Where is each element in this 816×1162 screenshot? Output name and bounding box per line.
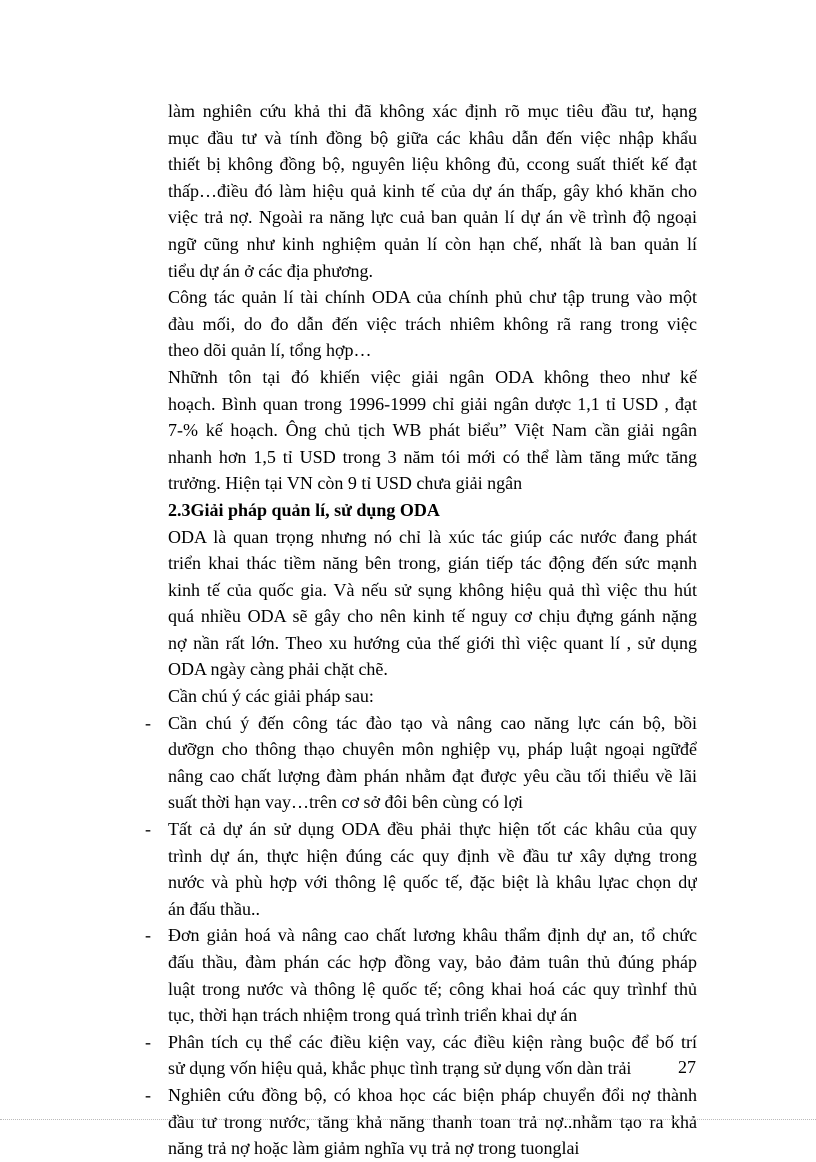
text-line: đàu mối, do đo dẫn đến việc trách nhiêm không rã rang trong việc <box>168 313 697 334</box>
text-line: Công tác quản lí tài chính ODA của chính phủ chư tập trung vào một <box>168 287 697 308</box>
text-line: thấp…điều đó làm hiệu quả kinh tế của dự án thấp, gây khó khăn cho <box>168 180 697 201</box>
text-line: kinh tế của quốc gia. Và nếu sử sụng không hiệu quả thì việc thu hút <box>168 579 697 600</box>
text-line: năng trả nợ hoặc làm giảm nghĩa vụ trả nợ trong tuonglai <box>168 1138 580 1159</box>
list-item <box>145 1029 697 1082</box>
text-line: quá nhiều ODA sẽ gây cho nên kinh tế nguy cơ chịu đựng gánh nặng <box>168 606 697 627</box>
text-line: ODA là quan trọng nhưng nó chỉ là xúc tác giúp các nước đang phát <box>168 526 697 547</box>
text-line: Cần chú ý đến công tác đào tạo và nâng cao năng lực cán bộ, bồi <box>168 712 697 733</box>
section-heading: 2.3Giải pháp quản lí, sử dụng ODA <box>168 499 440 520</box>
text-line: theo dõi quản lí, tổng hợp… <box>168 340 372 361</box>
text-line: trình dự án, thực hiện đúng các quy định về đầu tư xây dựng trong <box>168 845 697 866</box>
text-line: 7-% kế hoạch. Ông chủ tịch WB phát biểu” Việt Nam cần giải ngân <box>168 420 697 441</box>
text-line: nhanh hơn 1,5 tỉ USD trong 3 năm tói mới có thể làm tăng mức tăng <box>168 446 697 467</box>
page-bottom-divider <box>0 1119 816 1120</box>
paragraph-project-issues <box>168 98 697 284</box>
bullet-dash: - <box>145 1031 151 1052</box>
solutions-list <box>145 710 697 1162</box>
text-line: trưởng. Hiện tại VN còn 9 tỉ USD chưa giải ngân <box>168 473 523 494</box>
text-line: nâng cao chất lượng đàm phán nhằm đạt được yêu cầu tối thiểu về lãi <box>168 765 697 786</box>
text-line: đầu tư trong nước, tăng khả năng thanh toan trả nợ..nhằm tạo ra khả <box>168 1111 697 1132</box>
list-lead: Cần chú ý các giải pháp sau: <box>168 686 374 707</box>
bullet-dash: - <box>145 712 151 733</box>
text-line: suất thời hạn vay…trên cơ sở đôi bên cùng có lợi <box>168 792 523 813</box>
text-line: đấu thầu, đàm phán các hợp đồng vay, bảo đảm tuân thủ đúng pháp <box>168 952 697 972</box>
list-item <box>145 922 697 1028</box>
text-line: Tất cả dự án sử dụng ODA đều phải thực hiện tốt các khâu của quy <box>168 819 697 840</box>
list-item <box>145 816 697 922</box>
text-line: Phân tích cụ thể các điều kiện vay, các điều kiện ràng buộc để bố trí <box>168 1031 697 1052</box>
list-item <box>145 710 697 816</box>
text-line: tiểu dự án ở các địa phương. <box>168 260 373 281</box>
paragraph-intro <box>168 524 697 684</box>
text-line: Đơn giản hoá và nâng cao chất lương khâu thẩm định dự an, tổ chức <box>168 925 697 946</box>
text-line: án đấu thầu.. <box>168 898 260 919</box>
text-line: ngữ cũng như kinh nghiệm quản lí còn hạn chế, nhất là ban quản lí <box>168 233 697 254</box>
list-item <box>145 1082 697 1162</box>
text-line: ODA ngày càng phải chặt chẽ. <box>168 659 388 680</box>
text-line: triển khai thác tiềm năng bên trong, gián tiếp tác động đến sức mạnh <box>168 553 697 574</box>
page-number: 27 <box>678 1057 696 1077</box>
text-line: Nghiên cứu đồng bộ, có khoa học các biện pháp chuyển đổi nợ thành <box>168 1084 697 1105</box>
text-line: sử dụng vốn hiệu quả, khắc phục tình trạng sử dụng vốn dàn trải <box>168 1058 632 1079</box>
text-line: dưỡgn cho thông thạo chuyên môn nghiệp vụ, pháp luật ngoại ngữđể <box>168 739 697 760</box>
paragraph-disbursement <box>168 364 697 497</box>
bullet-dash: - <box>145 1084 151 1105</box>
text-line: nước và phù hợp với thông lệ quốc tế, đặc biệt là khâu lựac chọn dự <box>168 872 697 893</box>
text-line: thiết bị không đồng bộ, nguyên liệu không đủ, ccong suất thiết kế đạt <box>168 154 697 175</box>
bullet-dash: - <box>145 819 151 840</box>
paragraph-financial-management <box>168 284 697 364</box>
text-line: tục, thời hạn trách nhiệm trong quá trình triển khai dự án <box>168 1005 578 1026</box>
text-line: việc trả nợ. Ngoài ra năng lực cuả ban quản lí dự án về trình độ ngoại <box>168 207 697 228</box>
text-line: mục đầu tư và tính đồng bộ giữa các khâu dẫn đến việc nhập khẩu <box>168 127 697 148</box>
text-line: làm nghiên cứu khả thi đã không xác định rõ mục tiêu đầu tư, hạng <box>168 101 697 121</box>
page-body <box>145 98 697 1162</box>
bullet-dash: - <box>145 925 151 946</box>
text-line: nợ nần rất lớn. Theo xu hướng của thế giới thì việc quant lí , sử dụng <box>168 632 697 653</box>
text-line: hoạch. Bình quan trong 1996-1999 chỉ giải ngân dược 1,1 tỉ USD , đạt <box>168 393 697 414</box>
text-line: Nhữnh tôn tại đó khiến việc giải ngân ODA không theo như kế <box>168 366 697 387</box>
text-line: luật trong nước và thông lệ quốc tế; công khai hoá các quy trìnhf thủ <box>168 978 697 999</box>
